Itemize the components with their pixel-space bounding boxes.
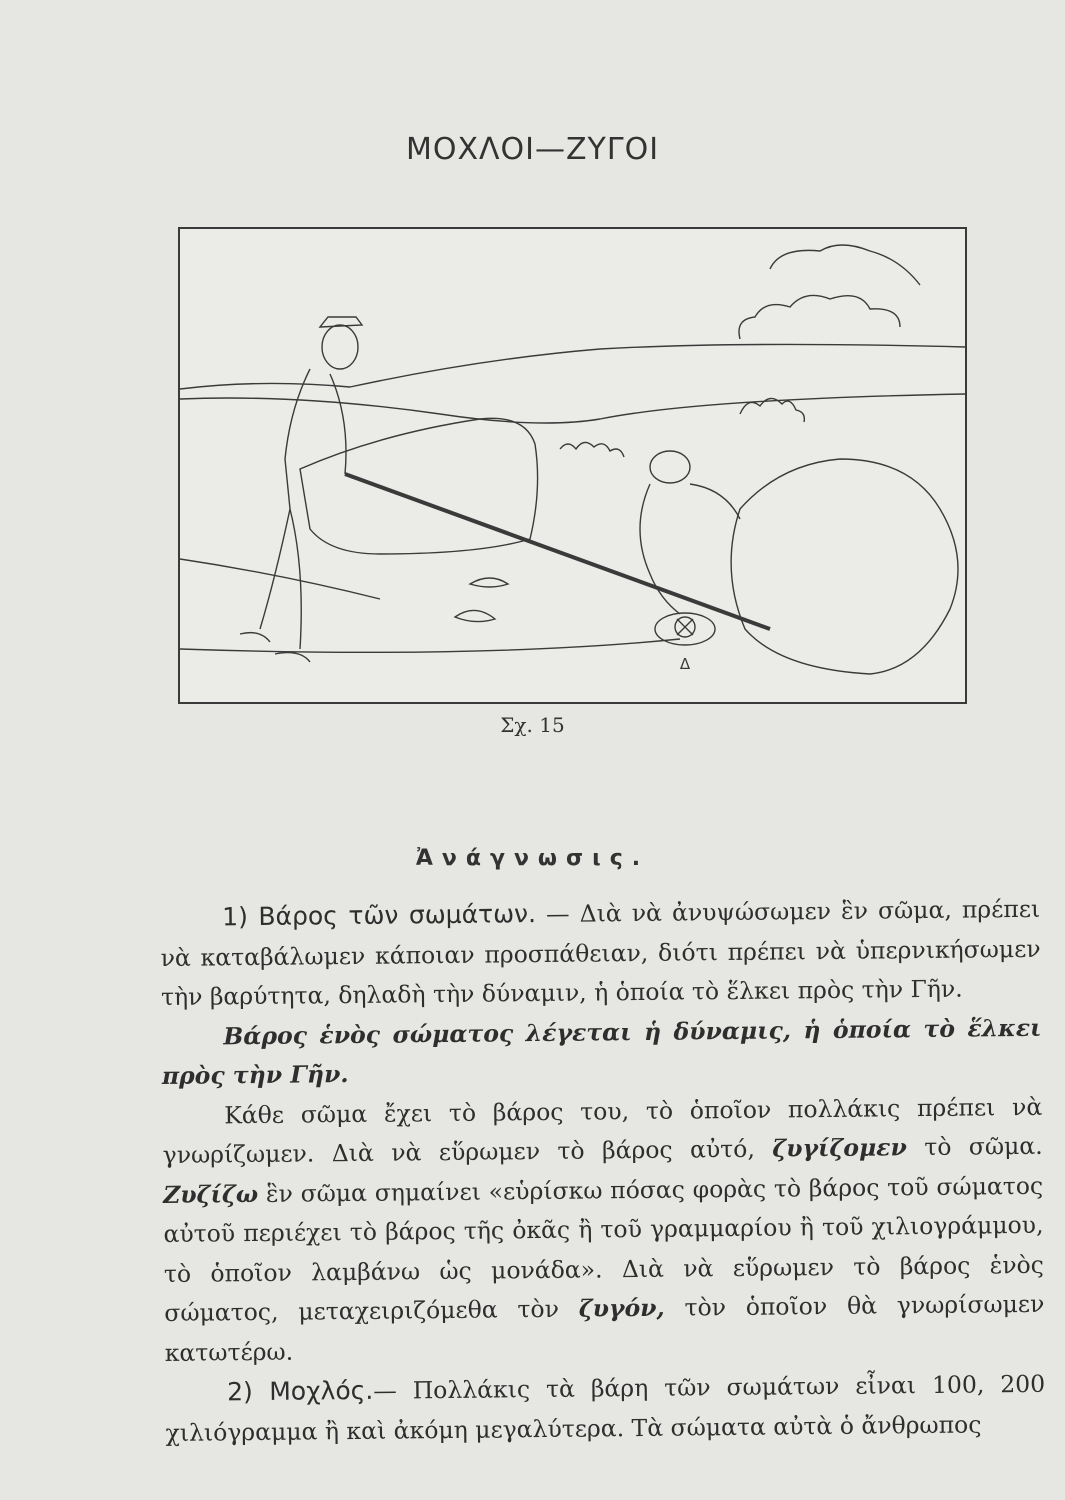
emphasis-term: Ζυζίζω — [162, 1179, 259, 1209]
definition-text: Βάρος ἑνὸς σώματος λέγεται ἡ δύναμις, ἡ ὁποία τὸ ἕλκει πρὸς τὴν Γῆν. — [161, 1013, 1042, 1090]
emphasis-term: ζυγίζομεν — [772, 1133, 907, 1163]
paragraph-weighing — [162, 1087, 1045, 1373]
figure-caption: Σχ. 15 — [500, 713, 565, 737]
paragraph-text: — Διὰ νὰ ἀνυψώσωμεν ἓν σῶμα, πρέπει νὰ καταβάλωμεν κάποιαν προσπάθειαν, διότι πρέπει νὰ ὑπερνικήσωμεν τὴν βαρύτητα, δηλαδὴ τὴν δύναμιν, ἡ ὁποία τὸ ἕλκει πρὸς τὴν Γῆν. — [160, 894, 1041, 1011]
paragraph-text: — Πολλάκις τὰ βάρη τῶν σωμάτων εἶναι 100, 200 χιλιόγραμμα ἢ καὶ ἀκόμη μεγαλύτερα. Τὰ σώματα αὐτὰ ὁ ἄνθρωπος — [165, 1369, 1046, 1447]
paragraph-definition — [161, 1008, 1042, 1096]
fulcrum-label: Δ — [679, 655, 691, 673]
paragraph-weight-intro — [160, 889, 1041, 1018]
paragraph-text: ἓν σῶμα σημαίνει «εὑρίσκω πόσας φορὰς τὸ βάρος τοῦ σώματος αὐτοῦ περιέχει τὸ βάρος τῆς ὀκᾶς ἢ τοῦ γραμμαρίου ἢ τοῦ χιλιογράμμου, τὸ ὁποῖον λαμβάνω ὡς μονάδα». Διὰ νὰ εὕρωμεν τὸ βάρος ἑνὸς σώματος, μεταχειριζόμεθα τὸν — [163, 1171, 1045, 1327]
figure-illustration — [178, 227, 967, 704]
paragraph-text: Κάθε σῶμα ἔχει τὸ βάρος του, τὸ ὁποῖον πολλάκις πρέπει νὰ γνωρίζωμεν. Διὰ νὰ εὕρωμεν τὸ βάρος αὐτό, — [162, 1092, 1043, 1169]
paragraph-heading: 1) Βάρος τῶν σωμάτων. — [222, 899, 537, 932]
paragraph-text: τὸν ὁποῖον θὰ γνωρίσωμεν κατωτέρω. — [164, 1289, 1045, 1367]
emphasis-term: ζυγόν, — [578, 1293, 665, 1323]
body-text — [160, 889, 1046, 1453]
chapter-title: ΜΟΧΛΟΙ—ΖΥΓΟΙ — [405, 132, 660, 167]
paragraph-text: τὸ σῶμα. — [906, 1131, 1043, 1162]
paragraph-lever — [165, 1364, 1046, 1453]
section-title: Ἀνάγνωσις. — [415, 846, 650, 871]
paragraph-heading: 2) Μοχλός. — [227, 1375, 374, 1407]
